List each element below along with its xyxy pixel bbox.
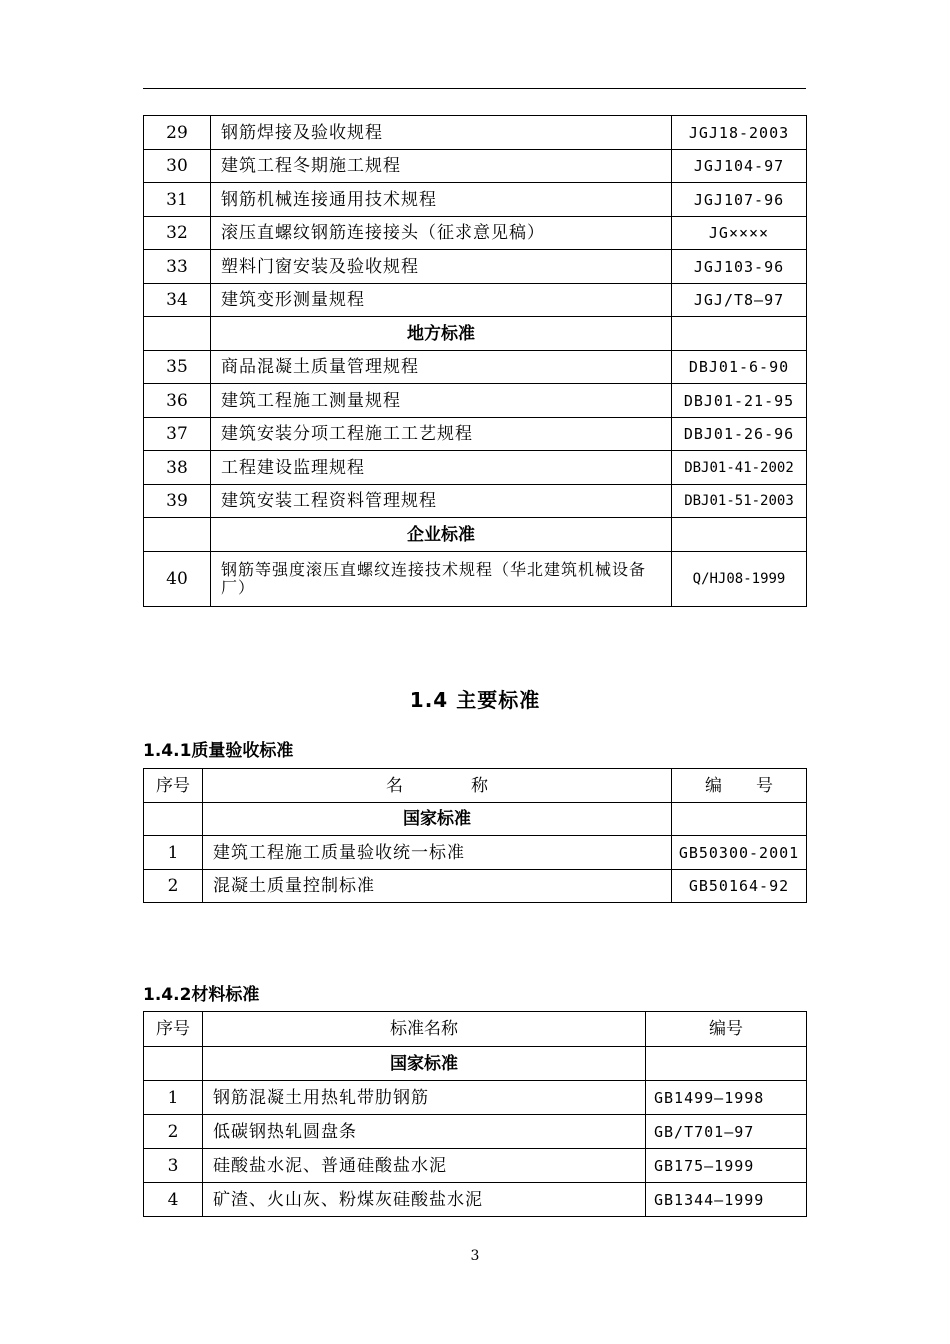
table-row <box>144 150 807 183</box>
header-number: 序号 <box>144 769 203 803</box>
table-row <box>144 836 807 870</box>
standard-code: GB50300-2001 <box>672 836 807 870</box>
standard-code: JGJ/T8—97 <box>672 284 807 317</box>
row-number: 37 <box>144 418 211 451</box>
standard-code: DBJ01-6-90 <box>672 351 807 384</box>
standard-code: GB1499—1998 <box>646 1081 807 1115</box>
page-number: 3 <box>470 1248 480 1264</box>
row-number: 31 <box>144 183 211 217</box>
table-row <box>144 217 807 250</box>
section-row <box>144 1047 807 1081</box>
section-enterprise-standards: 企业标准 <box>211 518 672 552</box>
standard-name: 商品混凝土质量管理规程 <box>211 351 672 384</box>
row-number: 36 <box>144 384 211 418</box>
row-number: 33 <box>144 250 211 284</box>
standard-code: JGJ104-97 <box>672 150 807 183</box>
table-row <box>144 1183 807 1217</box>
table-row <box>144 250 807 284</box>
header-rule <box>143 88 806 89</box>
standard-code: GB/T701—97 <box>646 1115 807 1149</box>
standard-name: 钢筋等强度滚压直螺纹连接技术规程（华北建筑机械设备厂） <box>211 552 672 607</box>
section-row <box>144 317 807 351</box>
standard-name: 建筑工程施工测量规程 <box>211 384 672 418</box>
table-row <box>144 418 807 451</box>
row-number: 3 <box>144 1149 203 1183</box>
standard-code: JG×××× <box>672 217 807 250</box>
row-number: 34 <box>144 284 211 317</box>
standard-code: DBJ01-21-95 <box>672 384 807 418</box>
row-number: 1 <box>144 1081 203 1115</box>
standard-name: 工程建设监理规程 <box>211 451 672 485</box>
section-national-standards: 国家标准 <box>203 1047 646 1081</box>
standard-name: 钢筋机械连接通用技术规程 <box>211 183 672 217</box>
standards-table-continued <box>143 115 807 607</box>
row-number: 39 <box>144 485 211 518</box>
table-row <box>144 183 807 217</box>
material-standards-table <box>143 1011 807 1217</box>
table-row <box>144 1115 807 1149</box>
standard-name: 钢筋焊接及验收规程 <box>211 116 672 150</box>
header-code: 编号 <box>646 1012 807 1047</box>
table-row <box>144 485 807 518</box>
row-number: 35 <box>144 351 211 384</box>
header-name: 标准名称 <box>203 1012 646 1047</box>
standard-code: GB1344—1999 <box>646 1183 807 1217</box>
standard-name: 建筑工程施工质量验收统一标准 <box>203 836 672 870</box>
table-row <box>144 552 807 607</box>
row-number: 2 <box>144 870 203 903</box>
table-row <box>144 351 807 384</box>
header-code: 编 号 <box>672 769 807 803</box>
header-number: 序号 <box>144 1012 203 1047</box>
standard-name: 硅酸盐水泥、普通硅酸盐水泥 <box>203 1149 646 1183</box>
table-row <box>144 1149 807 1183</box>
standard-code: JGJ103-96 <box>672 250 807 284</box>
row-number: 32 <box>144 217 211 250</box>
table-row <box>144 284 807 317</box>
standard-code: GB50164-92 <box>672 870 807 903</box>
standard-name: 塑料门窗安装及验收规程 <box>211 250 672 284</box>
standard-code: DBJ01-26-96 <box>672 418 807 451</box>
row-number: 1 <box>144 836 203 870</box>
section-local-standards: 地方标准 <box>211 317 672 351</box>
table-row <box>144 384 807 418</box>
subheading-material-standards: 1.4.2材料标准 <box>143 985 260 1005</box>
row-number: 38 <box>144 451 211 485</box>
section-national-standards: 国家标准 <box>203 803 672 836</box>
row-number: 29 <box>144 116 211 150</box>
standard-name: 钢筋混凝土用热轧带肋钢筋 <box>203 1081 646 1115</box>
row-number: 2 <box>144 1115 203 1149</box>
row-number: 30 <box>144 150 211 183</box>
section-row <box>144 803 807 836</box>
section-row <box>144 518 807 552</box>
table-header-row <box>144 1012 807 1047</box>
table-row <box>144 870 807 903</box>
standard-code: JGJ107-96 <box>672 183 807 217</box>
standard-code: DBJ01-51-2003 <box>672 485 807 518</box>
standard-name: 滚压直螺纹钢筋连接接头（征求意见稿） <box>211 217 672 250</box>
table-row <box>144 451 807 485</box>
standard-name: 低碳钢热轧圆盘条 <box>203 1115 646 1149</box>
standard-name: 建筑安装工程资料管理规程 <box>211 485 672 518</box>
standard-code: JGJ18-2003 <box>672 116 807 150</box>
row-number: 40 <box>144 552 211 607</box>
table-row <box>144 116 807 150</box>
standard-code: Q/HJ08-1999 <box>672 552 807 607</box>
table-row <box>144 1081 807 1115</box>
standard-name: 混凝土质量控制标准 <box>203 870 672 903</box>
standard-code: DBJ01-41-2002 <box>672 451 807 485</box>
header-name: 名 称 <box>203 769 672 803</box>
table-header-row <box>144 769 807 803</box>
standard-code: GB175—1999 <box>646 1149 807 1183</box>
subheading-quality-acceptance: 1.4.1质量验收标准 <box>143 741 294 761</box>
standard-name: 建筑变形测量规程 <box>211 284 672 317</box>
standard-name: 矿渣、火山灰、粉煤灰硅酸盐水泥 <box>203 1183 646 1217</box>
section-heading-main-standards: 1.4 主要标准 <box>409 688 541 712</box>
row-number: 4 <box>144 1183 203 1217</box>
standard-name: 建筑安装分项工程施工工艺规程 <box>211 418 672 451</box>
quality-standards-table <box>143 768 807 903</box>
standard-name: 建筑工程冬期施工规程 <box>211 150 672 183</box>
